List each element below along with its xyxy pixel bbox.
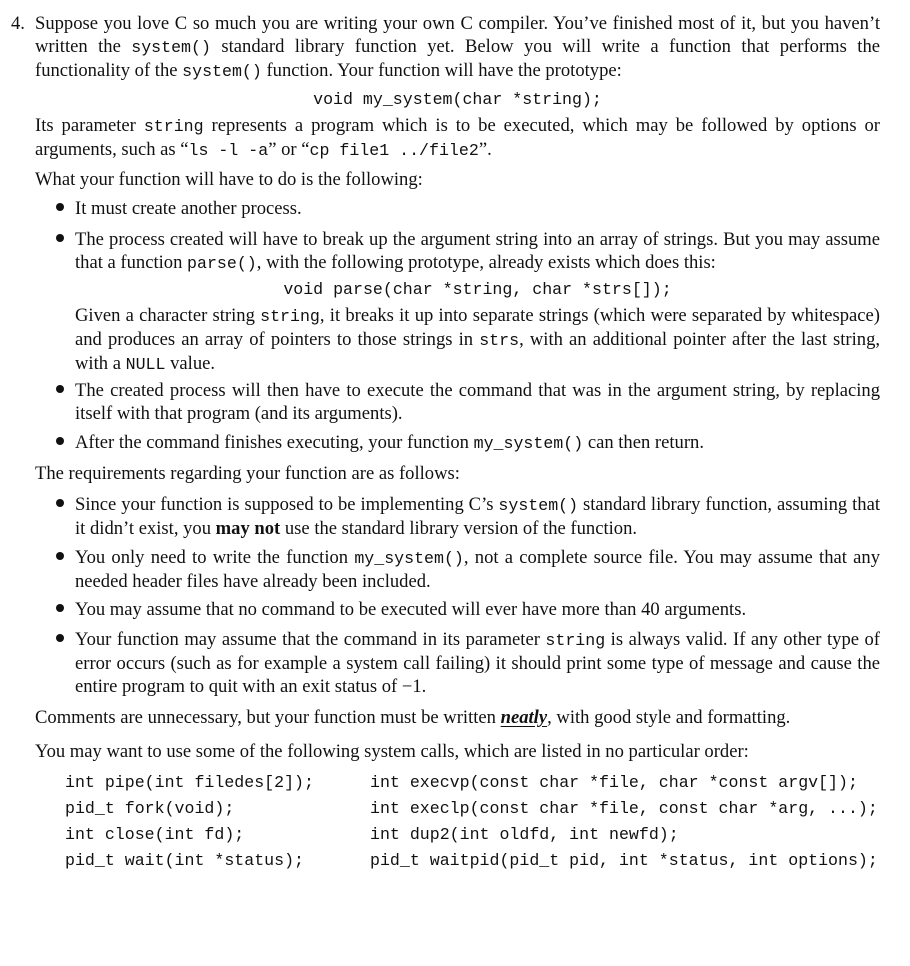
task-item-4: After the command finishes executing, your function my_system() can then return. bbox=[75, 432, 704, 453]
requirement-item-1: Since your function is supposed to be implementing C’s system() standard library function, assuming that it didn’t exist, you may not use the standard library version of the function. bbox=[75, 494, 880, 539]
syscalls-intro: You may want to use some of the following system calls, which are listed in no particular order: bbox=[35, 741, 749, 762]
requirement-item-4: Your function may assume that the command in its parameter string is always valid. If any other type of error occurs (such as for example a system call failing) it should print some type of message and cause the entire program to quit with an exit status of −1. bbox=[75, 629, 881, 697]
bullet-icon bbox=[56, 634, 66, 644]
requirements-heading: The requirements regarding your function are as follows: bbox=[35, 463, 460, 484]
parse-prototype: void parse(char *string, char *strs[]); bbox=[283, 280, 672, 299]
bullet-icon bbox=[56, 499, 66, 509]
code-system: system() bbox=[131, 38, 211, 57]
syscall-execvp: int execvp(const char *file, char *const argv[]); bbox=[370, 773, 858, 792]
todo-heading: What your function will have to do is the following: bbox=[35, 169, 423, 190]
syscall-dup2: int dup2(int oldfd, int newfd); bbox=[370, 825, 679, 844]
bullet-icon bbox=[56, 437, 66, 447]
bullet-icon bbox=[56, 234, 66, 244]
syscall-waitpid: pid_t waitpid(pid_t pid, int *status, int options); bbox=[370, 851, 878, 870]
question-intro: Suppose you love C so much you are writing your own C compiler. You’ve finished most of it, but you haven’t written the system() standard library function yet. Below you will write a function that performs the functionality of the system() function. Your function will have the prototype: bbox=[35, 13, 880, 81]
bullet-icon bbox=[56, 552, 66, 562]
task-item-3: The created process will then have to execute the command that was in the argument string, by replacing itself with that program (and its arguments). bbox=[75, 380, 880, 424]
task-item-1: It must create another process. bbox=[75, 198, 302, 219]
syscall-wait: pid_t wait(int *status); bbox=[65, 851, 304, 870]
parse-description: Given a character string string, it breaks it up into separate strings (which were separated by whitespace) and produces an array of pointers to those strings in strs, with an additional pointer after the last string, with a NULL value. bbox=[75, 305, 881, 374]
syscall-close: int close(int fd); bbox=[65, 825, 245, 844]
requirement-item-2: You only need to write the function my_system(), not a complete source file. You may assume that any needed header files have already been included. bbox=[75, 547, 880, 592]
parameter-description: Its parameter string represents a program which is to be executed, which may be followed by options or arguments, such as “ls -l -a” or “cp file1 ../file2”. bbox=[35, 115, 880, 160]
syscall-fork: pid_t fork(void); bbox=[65, 799, 235, 818]
code-system: system() bbox=[182, 62, 262, 81]
bullet-icon bbox=[56, 604, 66, 614]
syscall-execlp: int execlp(const char *file, const char *arg, ...); bbox=[370, 799, 878, 818]
question-number: 4. bbox=[11, 13, 25, 34]
function-prototype: void my_system(char *string); bbox=[313, 90, 602, 109]
bullet-icon bbox=[56, 385, 66, 395]
style-note: Comments are unnecessary, but your function must be written neatly, with good style and formatting. bbox=[35, 707, 791, 728]
syscall-pipe: int pipe(int filedes[2]); bbox=[65, 773, 314, 792]
requirement-item-3: You may assume that no command to be executed will ever have more than 40 arguments. bbox=[75, 599, 747, 620]
bullet-icon bbox=[56, 203, 66, 213]
task-item-2: The process created will have to break up the argument string into an array of strings. But you may assume that a function parse(), with the following prototype, already exists which does this: bbox=[75, 229, 880, 273]
